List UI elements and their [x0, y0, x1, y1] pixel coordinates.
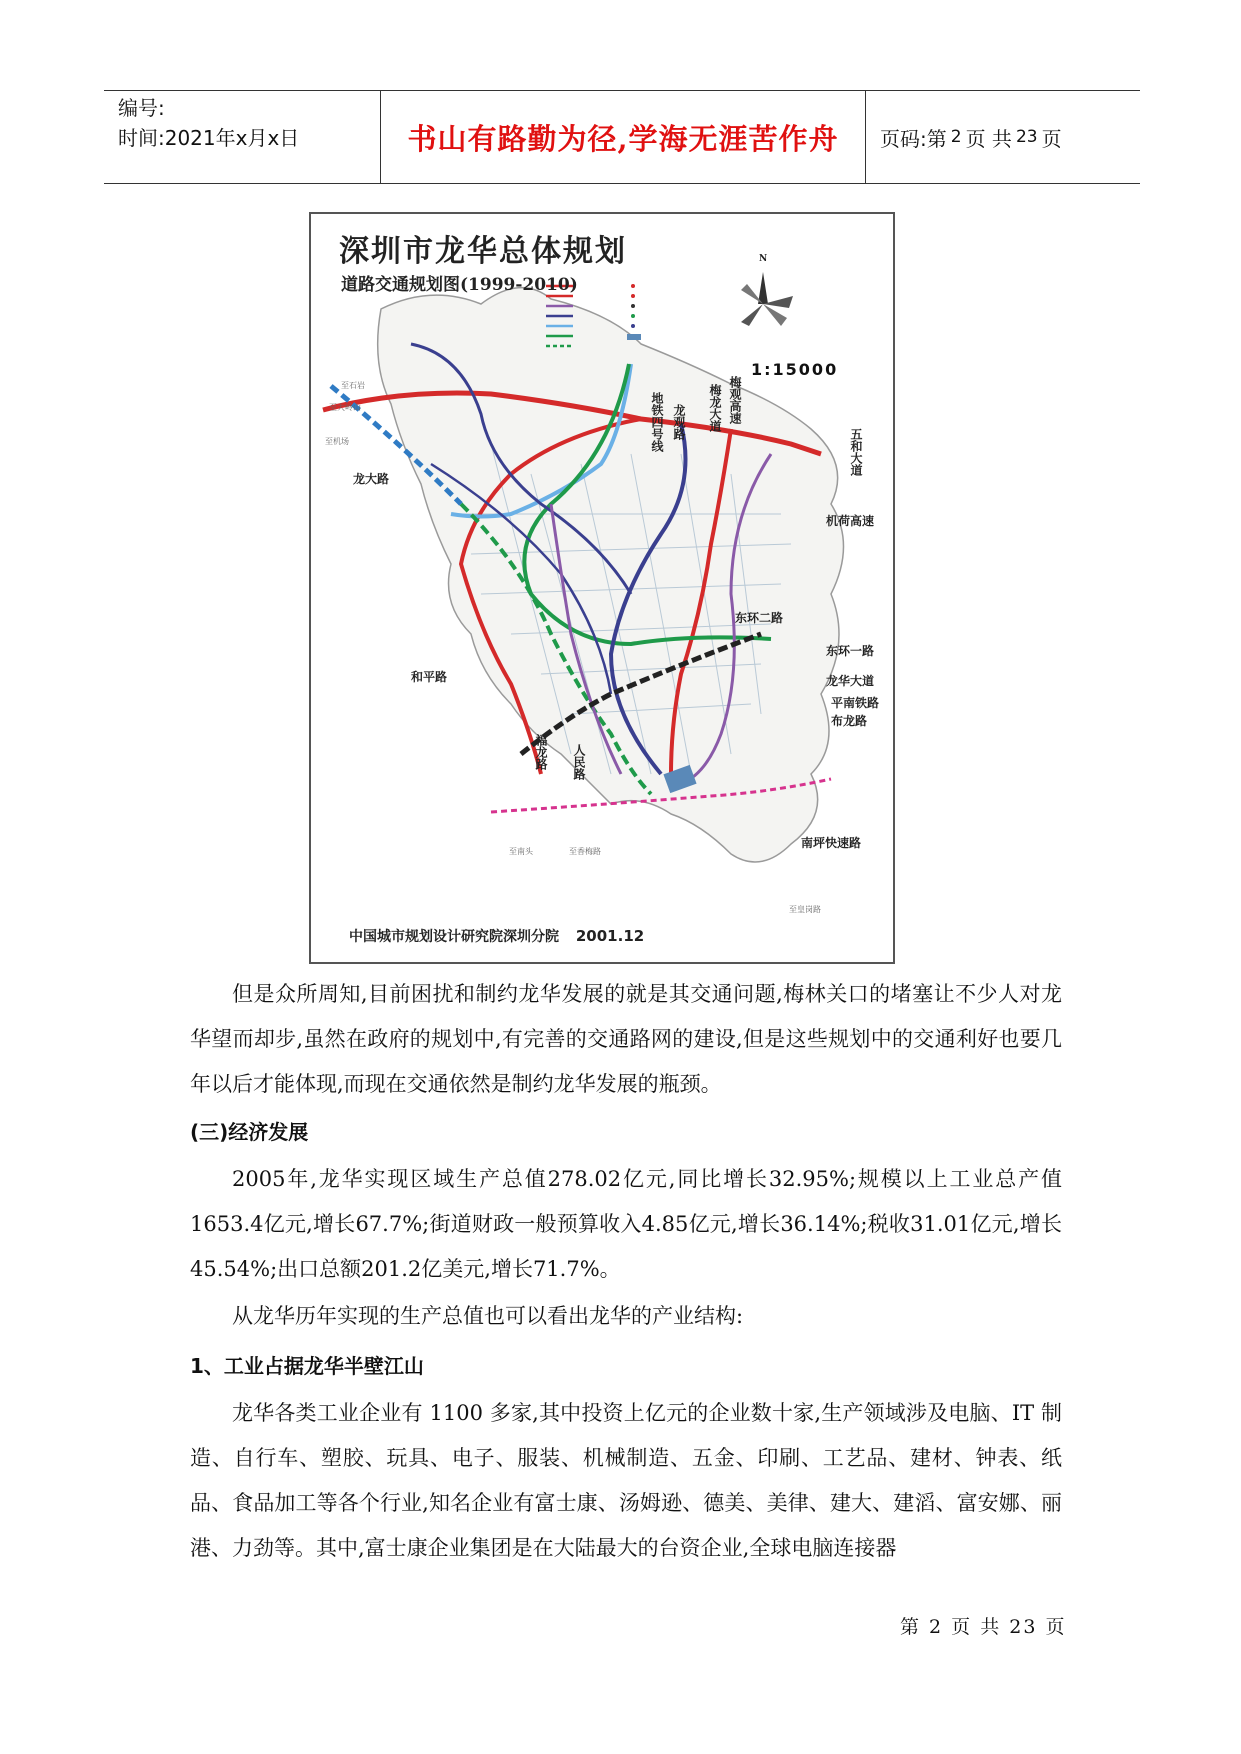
page-mid: 页 共 [965, 126, 1012, 151]
label-bulong: 布龙路 [831, 714, 868, 728]
serial-label: 编号: [118, 96, 165, 120]
paragraph-traffic: 但是众所周知,目前困扰和制约龙华发展的就是其交通问题,梅林关口的堵塞让不少人对龙华望而却步,虽然在政府的规划中,有完善的交通路网的建设,但是这些规划中的交通利好也要几年以后才能体现,而现在交通依然是制约龙华发展的瓶颈。 [190, 982, 1062, 1096]
map-scale: 1:15000 [751, 360, 839, 379]
label-donghuan2: 东环二路 [735, 611, 784, 625]
map-credit [349, 926, 644, 946]
label-metro4: 地铁四号线 [650, 392, 664, 452]
label-longhua-ave: 龙华大道 [826, 674, 875, 688]
label-meiguan: 梅观高速 [728, 376, 742, 424]
label-to-xiangmei: 至香梅路 [569, 847, 601, 856]
map-title: 深圳市龙华总体规划 [339, 234, 627, 269]
map-credit-org: 中国城市规划设计研究院深圳分院 [349, 929, 559, 945]
page-header [104, 90, 1140, 184]
road-plan-map [309, 212, 895, 964]
label-meilong: 梅龙大道 [708, 384, 722, 432]
label-fulong: 福龙路 [534, 734, 548, 770]
heading-economy: (三)经济发展 [190, 1120, 309, 1144]
header-page-number [866, 91, 1140, 183]
label-to-shiyan: 至石岩 [341, 381, 365, 390]
page-footer: 第 2 页 共 23 页 [900, 1616, 1067, 1638]
page-suffix: 页 [1041, 126, 1062, 151]
paragraph-industry: 龙华各类工业企业有 1100 多家,其中投资上亿元的企业数十家,生产领域涉及电脑、IT 制造、自行车、塑胶、玩具、电子、服装、机械制造、五金、印刷、工艺品、建材、钟表、纸品、食品加工等各个行业,知名企业有富士康、汤姆逊、德美、美律、建大、建滔、富安娜、丽港、力劲等。其中,富士康企业集团是在大陆最大的台资企业,全球电脑连接器 [190, 1401, 1062, 1560]
label-nanping: 南坪快速路 [801, 836, 862, 850]
time-label: 时间:2021年x月x日 [118, 126, 300, 150]
page-prefix: 页码:第 [880, 126, 947, 151]
paragraph-economy: 2005年,龙华实现区域生产总值278.02亿元,同比增长32.95%;规模以上工业总产值1653.4亿元,增长67.7%;街道财政一般预算收入4.85亿元,增长36.14%;税收31.01亿元,增长45.54%;出口总额201.2亿美元,增长71.7%。 [190, 1167, 1062, 1281]
label-renmin: 人民路 [572, 744, 586, 780]
label-to-huanggang: 至皇岗路 [789, 905, 821, 914]
map-subtitle: 道路交通规划图(1999-2010) [341, 275, 578, 295]
north-label: N [759, 254, 768, 264]
paragraph-structure: 从龙华历年实现的生产总值也可以看出龙华的产业结构: [232, 1304, 744, 1328]
label-to-nantou: 至南头 [509, 847, 533, 856]
page-current: 2 [950, 127, 962, 147]
label-jihe: 机荷高速 [826, 514, 875, 528]
label-donghuan1: 东环一路 [826, 644, 875, 658]
label-longguan: 龙观路 [672, 404, 686, 440]
header-motto: 书山有路勤为径,学海无涯苦作舟 [381, 91, 866, 183]
header-meta [104, 91, 381, 183]
label-heping: 和平路 [411, 670, 448, 684]
label-longda: 龙大路 [353, 472, 390, 486]
label-to-dalang: 至大岭山 [329, 403, 361, 412]
heading-industry: 1、工业占据龙华半壁江山 [190, 1354, 424, 1378]
label-pingnan: 平南铁路 [831, 696, 880, 710]
document-body [190, 972, 1062, 1571]
compass-icon [741, 272, 793, 326]
page-total: 23 [1015, 127, 1038, 147]
map-date: 2001.12 [575, 927, 645, 945]
label-to-airport: 至机场 [325, 437, 349, 446]
label-wuhe: 五和大道 [849, 428, 863, 476]
